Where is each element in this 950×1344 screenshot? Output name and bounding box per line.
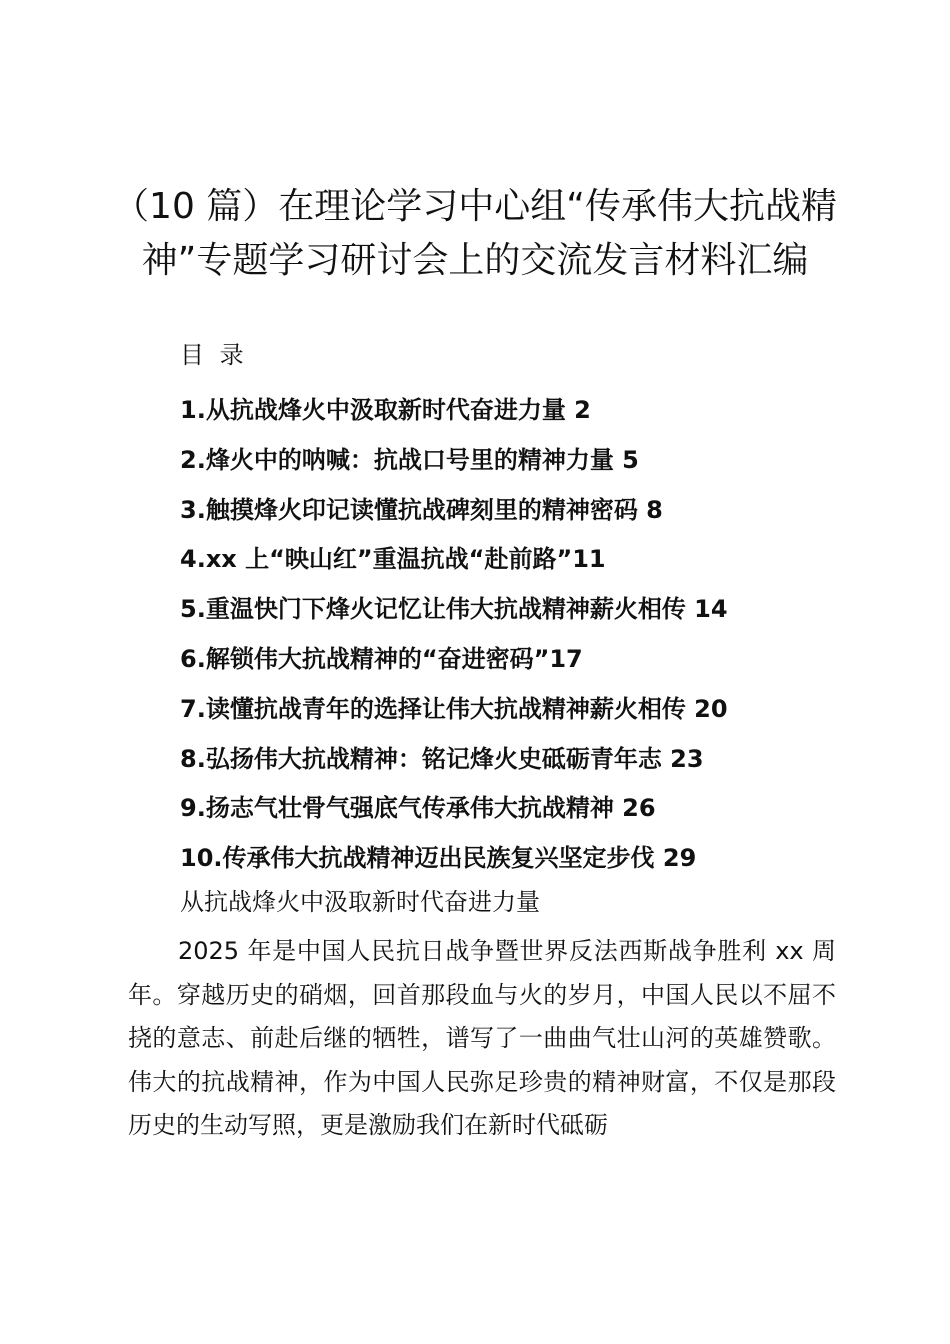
toc-item[interactable]: 6.解锁伟大抗战精神的“奋进密码”17 [180, 644, 583, 673]
toc-item[interactable]: 9.扬志气壮骨气强底气传承伟大抗战精神 26 [180, 794, 656, 823]
toc-item[interactable]: 8.弘扬伟大抗战精神：铭记烽火史砥砺青年志 23 [180, 744, 704, 773]
document-title: （10 篇）在理论学习中心组“传承伟大抗战精神”专题学习研讨会上的交流发言材料汇编 [113, 186, 837, 281]
table-of-contents [180, 386, 728, 884]
section-title: 从抗战烽火中汲取新时代奋进力量 [180, 888, 540, 916]
toc-item[interactable]: 2.烽火中的呐喊：抗战口号里的精神力量 5 [180, 445, 639, 474]
toc-item[interactable]: 3.触摸烽火印记读懂抗战碑刻里的精神密码 8 [180, 495, 663, 524]
toc-item[interactable]: 7.读懂抗战青年的选择让伟大抗战精神薪火相传 20 [180, 694, 728, 723]
toc-item[interactable]: 5.重温快门下烽火记忆让伟大抗战精神薪火相传 14 [180, 595, 728, 624]
toc-item[interactable]: 10.传承伟大抗战精神迈出民族复兴坚定步伐 29 [180, 844, 697, 873]
body-paragraph: 2025 年是中国人民抗日战争暨世界反法西斯战争胜利 xx 周年。穿越历史的硝烟，回首那段血与火的岁月，中国人民以不屈不挠的意志、前赴后继的牺牲，谱写了一曲曲气壮山河的英雄赞歌。伟大的抗战精神，作为中国人民弥足珍贵的精神财富，不仅是那段历史的生动写照，更是激励我们在新时代砥砺 [128, 937, 836, 1140]
toc-heading: 目 录 [180, 341, 248, 369]
toc-item[interactable]: 1.从抗战烽火中汲取新时代奋进力量 2 [180, 396, 591, 424]
toc-item[interactable]: 4.xx 上“映山红”重温抗战“赴前路”11 [180, 545, 606, 574]
